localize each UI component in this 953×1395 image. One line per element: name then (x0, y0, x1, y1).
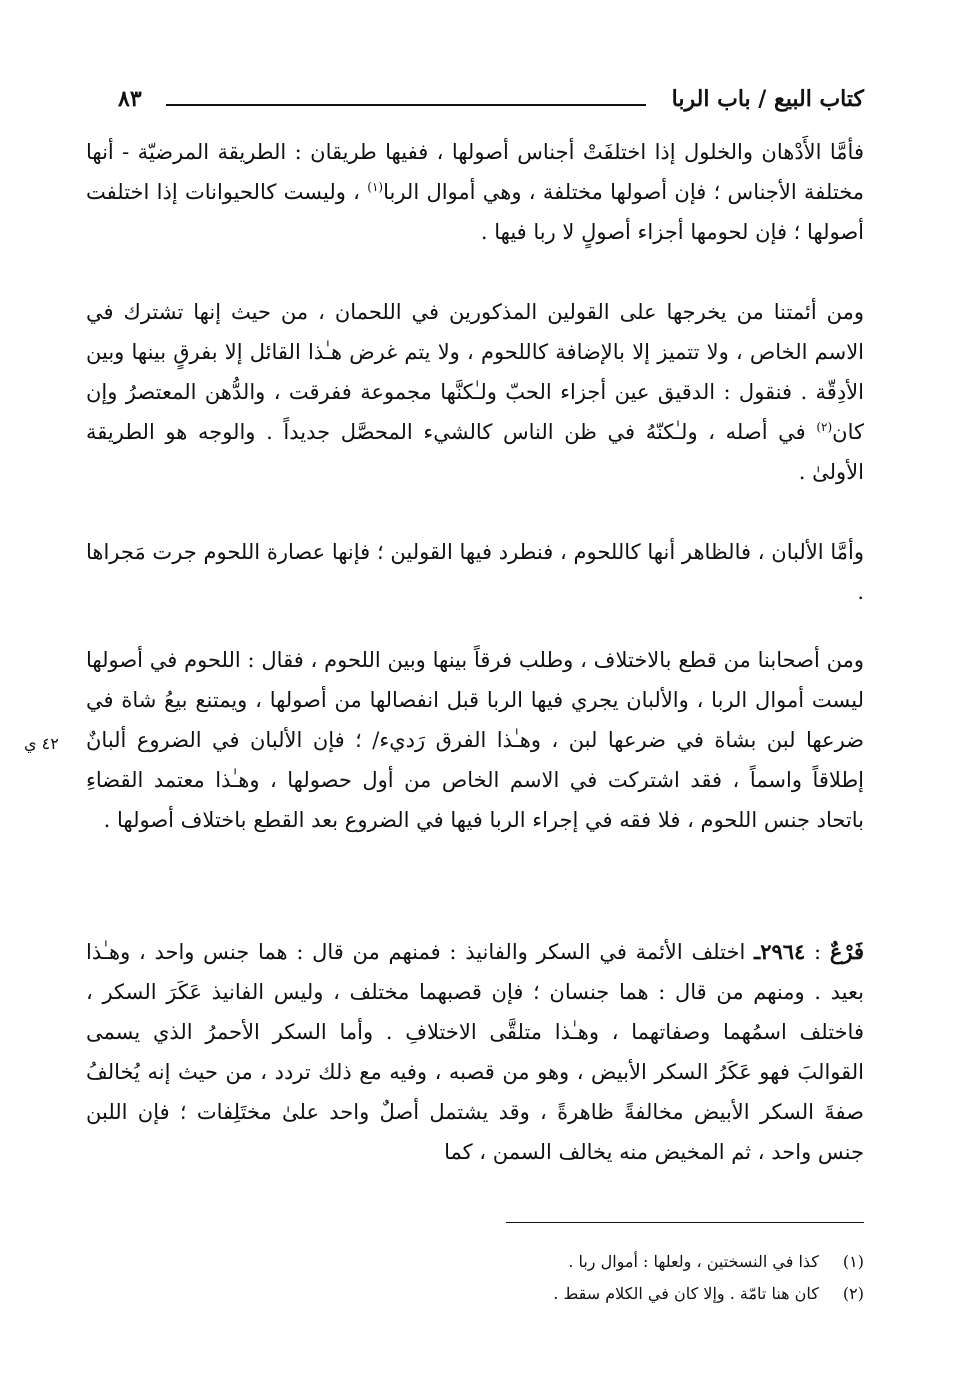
header-rule (166, 104, 646, 106)
paragraph-2-text-a: ومن أئمتنا من يخرجها على القولين المذكورين في اللحمان ، من حيث إنها تشترك في الاسم الخاص ، ولا تتميز إلا بالإضافة كاللحوم ، ولا يتم غرض هـٰذا القائل إلا بفرقٍ بينها وبين الأدِقّة . فنقول : الدقيق عين أجزاء الحبّ ولـٰكنَّها مجموعة ففرقت ، والدُّهن المعتصرُ وإن كان (86, 300, 864, 444)
footnote-ref-1: (١) (367, 180, 384, 194)
footnote-1-text: كذا في النسختين ، ولعلها : أموال ربا . (568, 1252, 819, 1271)
issue-number: ٢٩٦٤ـ (754, 939, 806, 964)
paragraph-1-text-b: ، وليست كالحيوانات إذا اختلفت أصولها ؛ فإن لحومها أجزاء أصولٍ لا ربا فيها . (86, 180, 864, 244)
paragraph-5-text: اختلف الأئمة في السكر والفانيذ : فمنهم من قال : هما جنس واحد ، وهـٰذا بعيد . ومنهم من قال : هما جنسان ؛ فإن قصبهما مختلف ، وليس الفانيذ عَكَرَ السكر ، فاختلف اسمُهما وصفاتهما ، وهـٰذا متلقَّى الاختلافِ . وأما السكر الأحمرُ الذي يسمى القوالبَ فهو عَكَرُ السكر الأبيض ، وهو من قصبه ، وفيه مع ذلك تردد ، من حيث إنه يُخالفُ صفةَ السكر الأبيض مخالفةً ظاهرةً ، وقد يشتمل أصلٌ واحد علىٰ مختَلِفات ؛ فإن اللبن جنس واحد ، ثم المخيض منه يخالف السمن ، كما (86, 940, 864, 1164)
running-title: كتاب البيع / باب الربا (671, 86, 864, 112)
section-label-separator: : (805, 940, 830, 964)
page-number: ٨٣ (118, 86, 142, 112)
manuscript-folio-note: ٤٢ ي (24, 734, 59, 753)
paragraph-3: وأمَّا الألبان ، فالظاهر أنها كاللحوم ، فنطرد فيها القولين ؛ فإنها عصارة اللحوم جرت مَجراها . (86, 540, 864, 604)
paragraph-2-text-b: في أصله ، ولـٰكنّهُ في ظن الناس كالشيء المحصَّل جديداً . والوجه هو الطريقة الأولىٰ . (86, 420, 864, 484)
footnote-1 (300, 1246, 864, 1278)
paragraph-5 (86, 932, 864, 1172)
running-header (118, 86, 864, 120)
paragraph-4: ومن أصحابنا من قطع بالاختلاف ، وطلب فرقاً بينها وبين اللحوم ، فقال : اللحوم في أصولها ليست أموال الربا ، والألبان يجري فيها الربا قبل انفصالها من أصولها ، ويمتنع بيعُ شاة في ضرعها لبن بشاة في ضرعها لبن ، وهـٰذا الفرق رَديء/ ؛ فإن الألبان في الضروع ألبانٌ إطلاقاً واسماً ، فقد اشتركت في الاسم الخاص من أول حصولها ، وهـٰذا معتمد القضاءِ باتحاد جنس اللحوم ، فلا فقه في إجراء الربا فيها في الضروع بعد القطع باختلاف أصولها . (86, 648, 864, 832)
footnotes (300, 1246, 864, 1310)
section-label: فَرْعٌ (829, 939, 864, 964)
footnote-2-text: كان هنا تامّة . وإلا كان في الكلام سقط . (553, 1284, 819, 1303)
footnote-1-number: (١) (842, 1252, 864, 1271)
footnote-2 (300, 1278, 864, 1310)
footnote-2-number: (٢) (842, 1284, 864, 1303)
paragraph-2 (86, 292, 864, 492)
paragraph-1-text-a: فأمَّا الأَدْهان والخلول إذا اختلفَتْ أجناس أصولها ، ففيها طريقان : الطريقة المرضيّة - أنها مختلفة الأجناس ؛ فإن أصولها مختلفة ، وهي أموال الربا (86, 140, 864, 204)
footnote-divider (506, 1222, 864, 1223)
paragraph-1 (86, 132, 864, 252)
footnote-ref-2: (٢) (816, 420, 833, 434)
